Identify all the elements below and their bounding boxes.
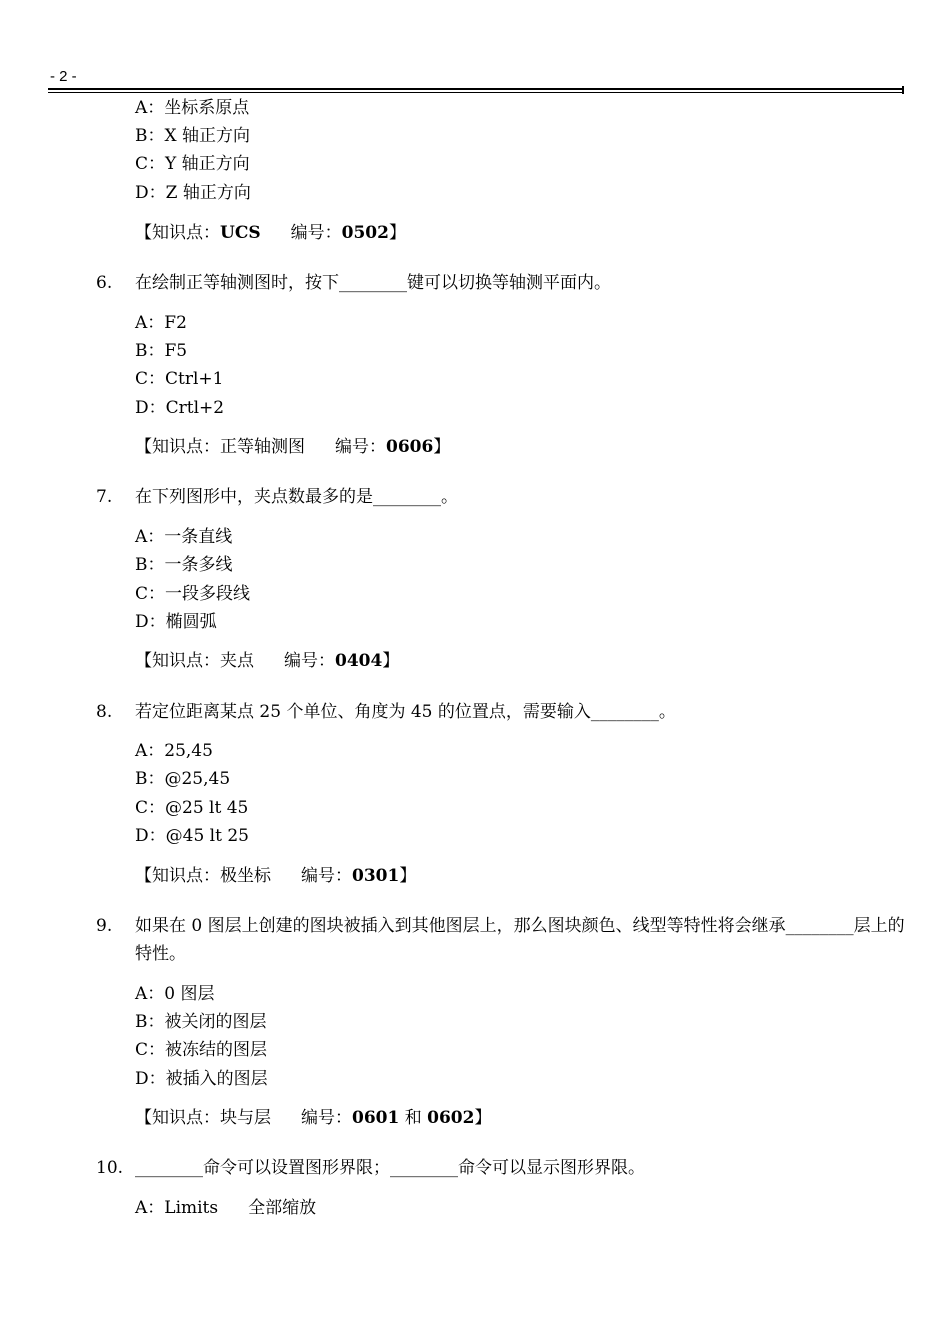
option-c: C：Y 轴正方向 <box>135 154 250 174</box>
option-a: A：坐标系原点 <box>135 98 250 118</box>
header-rule <box>48 88 904 90</box>
option-b: B：被关闭的图层 <box>135 1012 267 1032</box>
knowledge-point: 【知识点：极坐标 编号：0301】 <box>135 866 417 886</box>
question-number: 10. <box>96 1158 124 1178</box>
option-c: C：Ctrl+1 <box>135 369 224 389</box>
option-b: B：F5 <box>135 341 188 361</box>
question-text: 在绘制正等轴测图时，按下________键可以切换等轴测平面内。 <box>135 273 611 293</box>
option-d: D：Z 轴正方向 <box>135 183 251 203</box>
knowledge-point: 【知识点：正等轴测图 编号：0606】 <box>135 437 451 457</box>
option-b: B：@25,45 <box>135 769 231 789</box>
question-text: 若定位距离某点 25 个单位、角度为 45 的位置点，需要输入________。 <box>135 702 676 722</box>
header-rule-end <box>902 86 904 94</box>
option-b: B：一条多线 <box>135 555 233 575</box>
option-a: A：一条直线 <box>135 527 233 547</box>
option-c: C：被冻结的图层 <box>135 1040 268 1060</box>
option-d: D：Crtl+2 <box>135 398 225 418</box>
option-a: A：Limits 全部缩放 <box>135 1198 317 1218</box>
option-d: D：@45 lt 25 <box>135 826 249 846</box>
option-a: A：0 图层 <box>135 984 215 1004</box>
option-b: B：X 轴正方向 <box>135 126 250 146</box>
question-text: ________命令可以设置图形界限；________命令可以显示图形界限。 <box>135 1158 645 1178</box>
question-number: 9. <box>96 916 113 936</box>
option-c: C：@25 lt 45 <box>135 798 249 818</box>
option-a: A：F2 <box>135 313 187 333</box>
page-number: - 2 - <box>50 68 77 85</box>
option-d: D：椭圆弧 <box>135 612 217 632</box>
option-d: D：被插入的图层 <box>135 1069 268 1089</box>
option-c: C：一段多段线 <box>135 584 251 604</box>
option-a: A：25,45 <box>135 741 213 761</box>
knowledge-point: 【知识点：夹点 编号：0404】 <box>135 651 400 671</box>
knowledge-point: 【知识点：块与层 编号：0601 和 0602】 <box>135 1108 492 1128</box>
knowledge-point: 【知识点：UCS 编号：0502】 <box>135 223 406 243</box>
question-number: 6. <box>96 273 113 293</box>
header-rule-thin <box>48 92 904 93</box>
question-text: 如果在 0 图层上创建的图块被插入到其他图层上，那么图块颜色、线型等特性将会继承________层上的特性。 <box>135 916 905 964</box>
question-text: 在下列图形中，夹点数最多的是________。 <box>135 487 458 507</box>
question-number: 7. <box>96 487 113 507</box>
question-number: 8. <box>96 702 113 722</box>
